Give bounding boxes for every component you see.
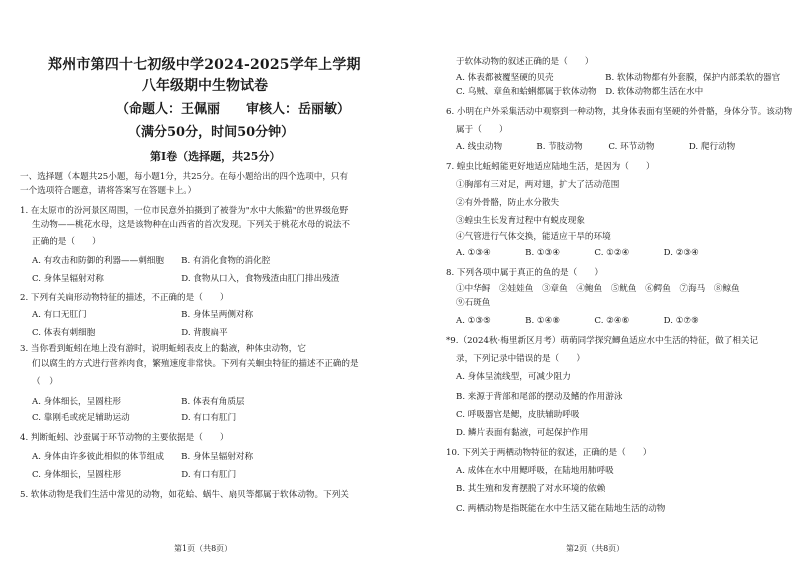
question-line: 10. 下列关于两栖动物特征的叙述，正确的是（ ） (446, 448, 652, 458)
question-line: 于软体动物的叙述正确的是（ ） (456, 57, 594, 67)
question-line: 1. 在太原市的汾河景区周围，一位市民意外拍摄到了被誉为"水中大熊猫"的世界级危野 (20, 206, 349, 216)
question-line: C. 身体呈辐射对称 D. 食物从口入，食物残渣由肛门排出残渣 (32, 274, 340, 284)
question-line: 6. 小明在户外采集活动中观察到一种动物，其身体表面有坚硬的外骨骼，身体分节。该动物 (446, 107, 793, 117)
question-line: 们以腐生的方式进行营养肉食，繁殖速度非常快。下列有关蛔虫特征的描述不正确的是 (32, 359, 359, 369)
question-line: C. 体表有刺细胞 D. 背腹扁平 (32, 328, 228, 338)
page-footer-right: 第2页（共8页） (566, 544, 625, 553)
question-line: 5. 软体动物是我们生活中常见的动物，如花蛤、蜗牛、扇贝等都属于软体动物。下列关 (20, 490, 349, 500)
question-line: 一个选项符合题意，请将答案写在答题卡上。） (20, 186, 197, 196)
question-line: 8. 下列各项中属于真正的鱼的是（ ） (446, 268, 604, 278)
question-line: B. 其生殖和发育摆脱了对水环境的依赖 (456, 484, 606, 494)
question-line: C. 靠刚毛或疣足辅助运动 D. 有口有肛门 (32, 413, 237, 423)
question-line: B. 来源于背部和尾部的摆动及鳍的作用游泳 (456, 392, 623, 402)
exam-score-time: （满分50分，时间50分钟） (128, 125, 295, 140)
question-line: C. 呼吸器官是鳃，皮肤辅助呼吸 (456, 410, 580, 420)
exam-subtitle: 八年级期中生物试卷 (142, 78, 268, 94)
question-line: D. 鳞片表面有黏液，可起保护作用 (456, 428, 589, 438)
question-line: 一、选择题（本题共25小题，每小题1分，共25分。在每小题给出的四个选项中，只有 (20, 172, 349, 182)
exam-authors: （命题人：王佩丽 审核人：岳丽敏） (116, 102, 351, 117)
question-line: ②有外骨骼，防止水分散失 (456, 198, 560, 208)
question-line: 3. 当你看到蚯蚓在地上没有游时，说明蚯蚓表皮上的黏液，种体虫动物，它 (20, 344, 306, 354)
question-line: 录，下列记录中错误的是（ ） (456, 354, 585, 364)
question-line: 2. 下列有关扁形动物特征的描述，不正确的是（ ） (20, 293, 229, 303)
page-footer-left: 第1页（共8页） (174, 544, 233, 553)
question-line: 4. 判断蚯蚓、沙蚕属于环节动物的主要依据是（ ） (20, 433, 229, 443)
question-line: C. 身体细长，呈圆柱形 D. 有口有肛门 (32, 470, 237, 480)
exam-title: 郑州市第四十七初级中学2024-2025学年上学期 (48, 57, 361, 73)
question-line: A. 身体呈流线型，可减少阻力 (456, 372, 571, 382)
section-title: 第Ⅰ卷（选择题，共25分） (150, 150, 281, 163)
question-line: C. 两栖动物是指既能在水中生活又能在陆地生活的动物 (456, 504, 666, 514)
question-line: A. 成体在水中用鳃呼吸，在陆地用肺呼吸 (456, 466, 614, 476)
question-line: ③蝗虫生长发育过程中有蜕皮现象 (456, 216, 585, 226)
question-line: C. 乌贼、章鱼和蛤蜊都属于软体动物 D. 软体动物都生活在水中 (456, 87, 704, 97)
question-line: A. 身体由许多彼此相似的体节组成 B. 身体呈辐射对称 (32, 452, 254, 462)
question-line: *9.（2024秋·梅里新区月考）萌萌同学探究鲫鱼适应水中生活的特征，做了相关记 (446, 336, 759, 346)
question-line: ①胸部有三对足，两对翅，扩大了活动范围 (456, 180, 620, 190)
question-line: 7. 蝗虫比蚯蚓能更好地适应陆地生活，是因为（ ） (446, 162, 655, 172)
question-line: A. 身体细长，呈圆柱形 B. 体表有角质层 (32, 397, 245, 407)
question-line: A. ①③④ B. ①③④ C. ①②④ D. ②③④ (456, 248, 699, 258)
question-line: A. 体表都被覆坚硬的贝壳 B. 软体动物都有外套膜，保护内部柔软的器官 (456, 73, 781, 83)
right-page (440, 0, 794, 568)
question-line: ④气管进行气体交换，能适应干旱的环境 (456, 232, 611, 242)
question-line: 正确的是（ ） (32, 237, 101, 247)
question-line: 属于（ ） (456, 125, 508, 135)
question-line: A. 线虫动物 B. 节肢动物 C. 环节动物 D. 爬行动物 (456, 142, 736, 152)
question-line: ⑨石斑鱼 (456, 298, 491, 308)
question-line: 生动物——桃花水母，这是该物种在山西省的首次发现。下列关于桃花水母的说法不 (32, 220, 350, 230)
question-line: （ ） (32, 377, 58, 387)
question-line: A. ①③⑤ B. ①④⑧ C. ②④⑥ D. ①⑦⑨ (456, 316, 699, 326)
question-line: A. 有攻击和防御的利器——刺细胞 B. 有消化食物的消化腔 (32, 256, 271, 266)
question-line: ①中华鲟 ②娃娃鱼 ③章鱼 ④鲍鱼 ⑤鱿鱼 ⑥鳄鱼 ⑦海马 ⑧鲸鱼 (456, 284, 740, 294)
question-line: A. 有口无肛门 B. 身体呈两侧对称 (32, 310, 254, 320)
